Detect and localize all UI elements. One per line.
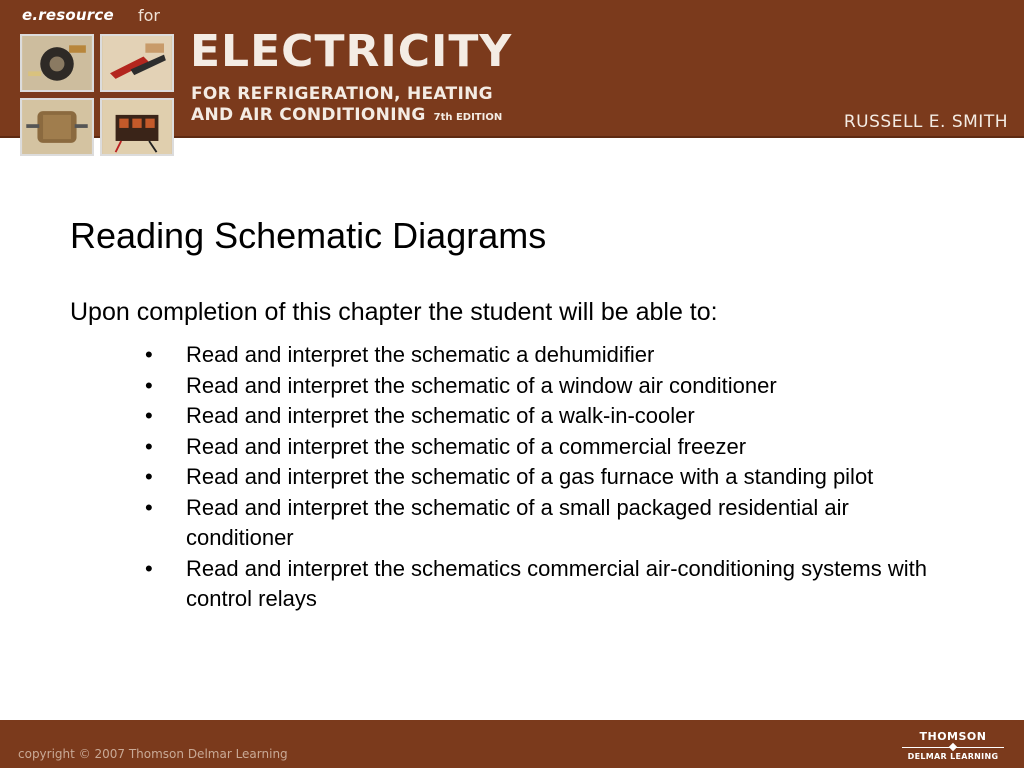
bullet-marker: • xyxy=(145,342,153,367)
fan-motor-photo xyxy=(20,98,94,156)
publisher-name: THOMSON xyxy=(919,730,987,743)
list-item xyxy=(140,340,930,371)
list-item-text: Read and interpret the schematic a dehumidifier xyxy=(186,342,655,367)
bullet-marker: • xyxy=(145,555,153,581)
publisher-imprint: DELMAR LEARNING xyxy=(907,752,999,761)
motor-photo xyxy=(20,34,94,92)
cover-photos xyxy=(20,34,180,160)
list-item-text: Read and interpret the schematic of a commercial freezer xyxy=(186,433,747,459)
bullet-marker: • xyxy=(145,464,153,489)
slide-title: Reading Schematic Diagrams xyxy=(70,215,547,256)
list-item xyxy=(140,432,930,463)
list-item-text: Read and interpret the schematic of a walk-in-cooler xyxy=(186,403,695,428)
brand-for-label: for xyxy=(138,6,160,25)
list-item-text: Read and interpret the schematic of a small packaged residential air conditioner xyxy=(186,494,849,550)
book-subtitle-line2 xyxy=(191,105,502,125)
copyright-text: copyright © 2007 Thomson Delmar Learning xyxy=(18,747,288,761)
publisher-logo xyxy=(898,730,1008,761)
bullet-marker: • xyxy=(145,403,153,428)
book-subtitle-line2-text: AND AIR CONDITIONING xyxy=(191,105,426,125)
header-banner xyxy=(0,0,1024,138)
list-item-text: Read and interpret the schematic of a gas furnace with a standing pilot xyxy=(186,464,874,489)
diamond-icon xyxy=(902,747,1004,748)
list-item xyxy=(140,554,930,615)
list-item-text: Read and interpret the schematics commercial air-conditioning systems with control relays xyxy=(186,555,927,611)
list-item-text: Read and interpret the schematic of a window air conditioner xyxy=(186,372,777,398)
objectives-list xyxy=(140,340,930,615)
bullet-marker: • xyxy=(145,494,153,520)
bullet-marker: • xyxy=(145,372,153,398)
book-subtitle-line1: FOR REFRIGERATION, HEATING xyxy=(191,84,493,104)
wire-stripper-photo xyxy=(100,34,174,92)
book-title: ELECTRICITY xyxy=(190,26,513,77)
list-item xyxy=(140,462,930,493)
list-item xyxy=(140,371,930,402)
intro-text: Upon completion of this chapter the student will be able to: xyxy=(70,298,718,326)
author-name: RUSSELL E. SMITH xyxy=(843,112,1008,132)
terminal-block-photo xyxy=(100,98,174,156)
list-item xyxy=(140,493,930,554)
edition-label: 7th EDITION xyxy=(433,112,503,123)
list-item xyxy=(140,401,930,432)
brand-logo: e.resource xyxy=(22,6,114,24)
footer-banner xyxy=(0,720,1024,768)
bullet-marker: • xyxy=(145,433,153,459)
